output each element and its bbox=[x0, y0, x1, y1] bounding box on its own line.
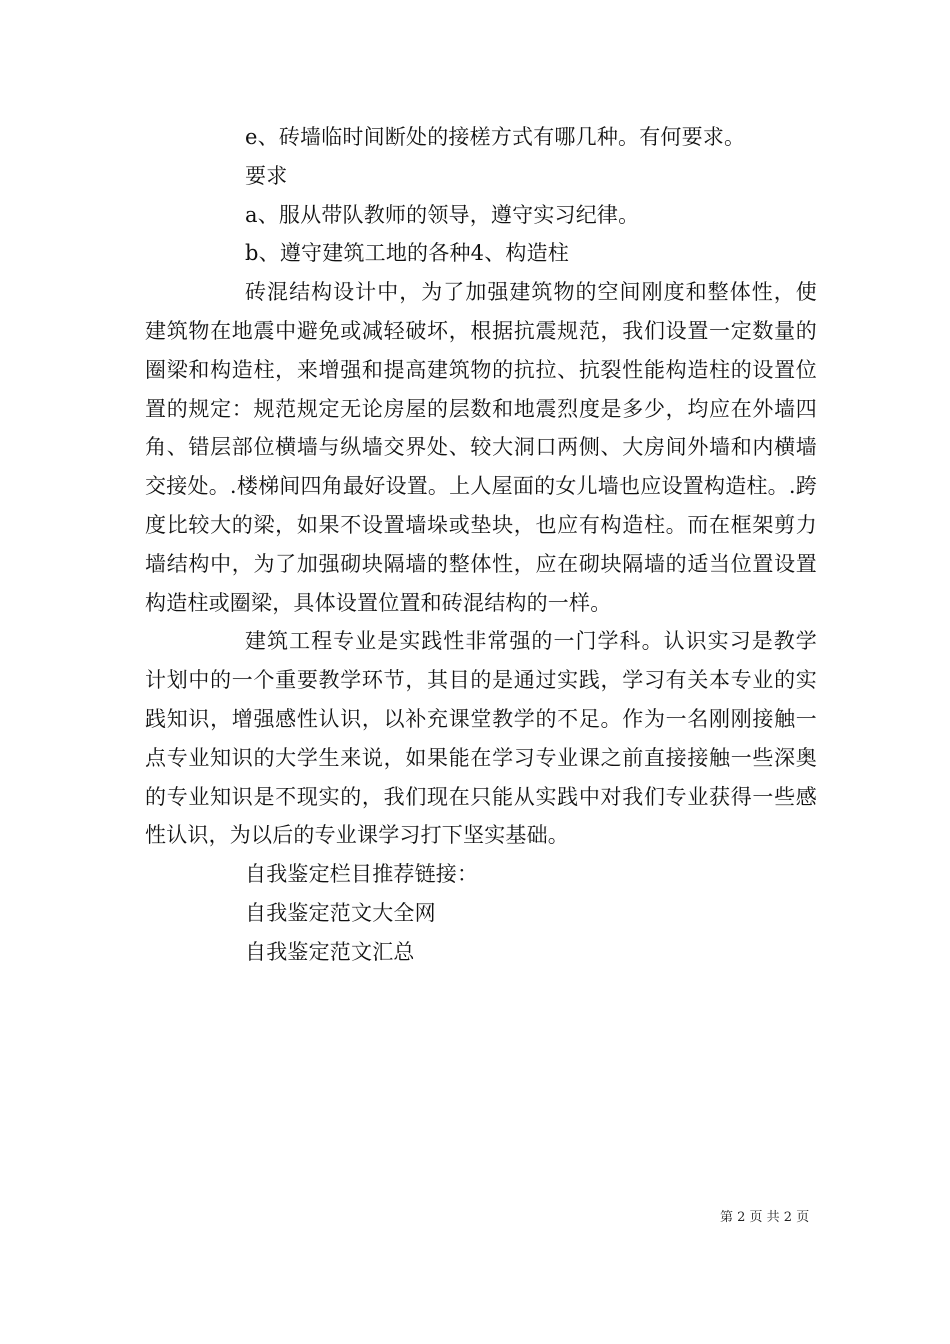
link-self-assessment-summary[interactable]: 自我鉴定范文汇总 bbox=[245, 939, 415, 964]
question-e-line: e、砖墙临时间断处的接槎方式有哪几种。有何要求。 bbox=[245, 125, 746, 149]
document-body bbox=[145, 118, 817, 972]
link-self-assessment-full[interactable]: 自我鉴定范文大全网 bbox=[245, 900, 436, 925]
paragraph-structural-columns: 砖混结构设计中，为了加强建筑物的空间刚度和整体性，使建筑物在地震中避免或减轻破坏，根据抗震规范，我们设置一定数量的圈梁和构造柱，来增强和提高建筑物的抗拉、抗裂性能构造柱的设置位置的规定：规范规定无论房屋的层数和地震烈度是多少，均应在外墙四角、错层部位横墙与纵墙交界处、较大洞口两侧、大房间外墙和内横墙交接处。.楼梯间四角最好设置。上人屋面的女儿墙也应设置构造柱。.跨度比较大的梁，如果不设置墙垛或垫块，也应有构造柱。而在框架剪力墙结构中，为了加强砌块隔墙的整体性，应在砌块隔墙的适当位置设置构造柱或圈梁，具体设置位置和砖混结构的一样。 bbox=[145, 280, 817, 615]
requirement-a-line: a、服从带队教师的领导，遵守实习纪律。 bbox=[245, 202, 640, 227]
requirements-heading: 要求 bbox=[245, 163, 288, 188]
requirement-b-line: b、遵守建筑工地的各种4、构造柱 bbox=[245, 241, 570, 266]
paragraph-internship-summary: 建筑工程专业是实践性非常强的一门学科。认识实习是教学计划中的一个重要教学环节，其目的是通过实践，学习有关本专业的实践知识，增强感性认识，以补充课堂教学的不足。作为一名刚刚接触一点专业知识的大学生来说，如果能在学习专业课之前直接接触一些深奥的专业知识是不现实的，我们现在只能从实践中对我们专业获得一些感性认识，为以后的专业课学习打下坚实基础。 bbox=[145, 629, 817, 848]
page-number-footer: 第 2 页 共 2 页 bbox=[720, 1210, 810, 1225]
links-heading: 自我鉴定栏目推荐链接： bbox=[245, 862, 479, 887]
